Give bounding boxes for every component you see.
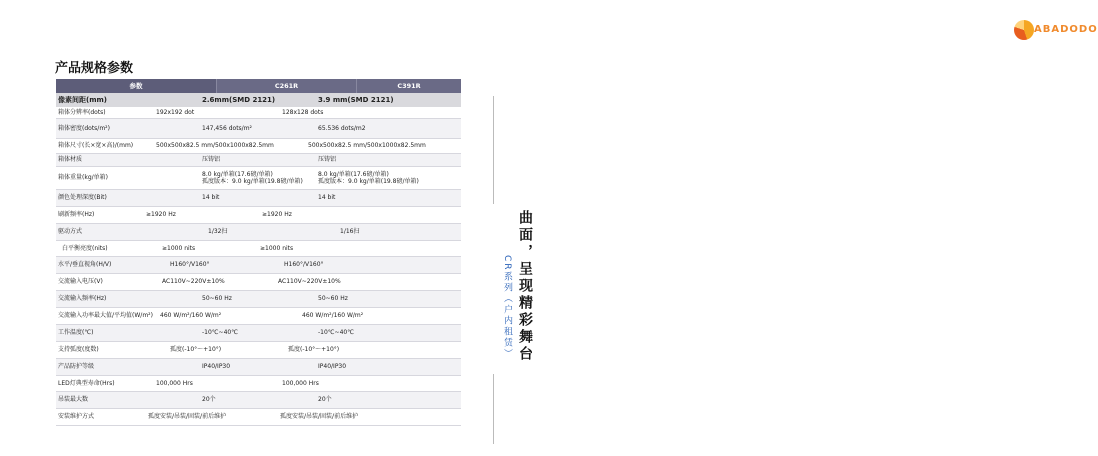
c261r-value: IP40/IP30	[202, 363, 231, 371]
table-row	[56, 274, 461, 291]
c391r-value: H160°/V160°	[284, 261, 324, 269]
c391r-value: 14 bit	[318, 194, 336, 202]
series-vertical: CR系列（户内租赁）	[502, 255, 512, 360]
row-label: 白平衡亮度(nits)	[62, 244, 108, 252]
divider-line-bottom	[493, 374, 494, 444]
table-header	[56, 79, 461, 93]
c261r-value: 192x192 dot	[156, 108, 195, 116]
c391r-value: 128x128 dots	[282, 108, 324, 116]
row-label: 产品防护等级	[58, 363, 95, 371]
c391r-value: 100,000 Hrs	[282, 379, 319, 387]
c261r-value: ≥1000 nits	[162, 244, 196, 252]
c391r-weight: 8.0 kg/单箱(17.6磅/单箱)	[318, 170, 389, 178]
row-label: 吊装最大数	[58, 396, 89, 404]
c261r-value: H160°/V160°	[170, 261, 210, 269]
row-label: 交流输入频率(Hz)	[58, 295, 107, 303]
row-label: 颜色处理深度(Bit)	[58, 194, 107, 202]
pitch-label: 像素间距(mm)	[58, 95, 107, 104]
c261r-value: -10℃~40℃	[202, 329, 238, 337]
c261r-weight-curved: 孤度版本：9.0 kg/单箱(19.8磅/单箱)	[202, 178, 303, 185]
table-row	[56, 224, 461, 241]
c391r-value: 孤度安装/吊装/固装/前后维护	[280, 413, 359, 421]
c391r-value: -10℃~40℃	[318, 329, 354, 337]
c391r-value: 压铸铝	[318, 156, 337, 164]
c261r-value: 20个	[202, 396, 216, 404]
table-row	[56, 291, 461, 308]
pitch-row	[56, 93, 461, 107]
table-row	[56, 207, 461, 224]
c261r-value: 147,456 dots/m²	[202, 124, 252, 132]
row-label: 交流输入功率最大值/平均值(W/m²)	[58, 312, 153, 320]
row-label: 交流输入电压(V)	[58, 278, 103, 286]
row-label: 箱体尺寸(长×宽×高)/(mm)	[58, 142, 134, 150]
table-row	[56, 119, 461, 139]
c261r-value: 孤度(-10°～+10°)	[170, 346, 222, 354]
c391r-value: ≥1920 Hz	[262, 211, 292, 219]
table-row	[56, 167, 461, 190]
row-label: 水平/垂直视角(H/V)	[58, 261, 112, 269]
tagline-vertical: 曲面，呈现精彩舞台	[517, 210, 533, 363]
c261r-value: 100,000 Hrs	[156, 379, 193, 387]
table-row	[56, 342, 461, 359]
c261r-value: ≥1920 Hz	[146, 211, 176, 219]
row-label: 箱体材质	[58, 156, 83, 164]
row-label: 箱体密度(dots/m²)	[58, 124, 110, 132]
pitch-c391r: 3.9 mm(SMD 2121)	[318, 95, 394, 104]
c261r-value: 500x500x82.5 mm/500x1000x82.5mm	[156, 142, 274, 150]
table-row	[56, 139, 461, 154]
c261r-value: 孤度安装/吊装/固装/前后维护	[148, 413, 227, 421]
table-row	[56, 107, 461, 119]
page-title: 产品规格参数	[55, 61, 134, 76]
brand-logo	[506, 10, 1098, 35]
c391r-weight-curved: 孤度版本：9.0 kg/单箱(19.8磅/单箱)	[318, 178, 419, 185]
c391r-value: IP40/IP30	[318, 363, 347, 371]
spec-table	[56, 79, 461, 426]
divider-line-top	[493, 96, 494, 204]
table-row	[56, 409, 461, 426]
c391r-value: 50~60 Hz	[318, 295, 348, 303]
row-label: LED灯典型寿命(Hrs)	[58, 379, 115, 387]
table-row	[56, 241, 461, 257]
table-row	[56, 392, 461, 409]
c391r-value: 460 W/m²/160 W/m²	[302, 312, 364, 320]
c261r-value: 14 bit	[202, 194, 220, 202]
row-label: 安装维护方式	[58, 413, 95, 421]
row-label: 箱体分辨率(dots)	[58, 108, 106, 116]
table-row	[56, 308, 461, 325]
pitch-c261r: 2.6mm(SMD 2121)	[202, 95, 276, 104]
c391r-value: 500x500x82.5 mm/500x1000x82.5mm	[308, 142, 426, 150]
row-label: 工作温度(℃)	[58, 329, 94, 337]
table-row	[56, 257, 461, 274]
c261r-value: 50~60 Hz	[202, 295, 232, 303]
c391r-value: 65.536 dots/m2	[318, 124, 366, 132]
table-row	[56, 325, 461, 342]
header-c391r: C391R	[356, 79, 461, 93]
c261r-value: 1/32扫	[208, 228, 228, 236]
c391r-value: ≥1000 nits	[260, 244, 294, 252]
c261r-value: 压铸铝	[202, 156, 221, 164]
c391r-value: 1/16扫	[340, 228, 360, 236]
table-row	[56, 154, 461, 167]
c391r-value: AC110V~220V±10%	[278, 278, 341, 286]
header-c261r: C261R	[216, 79, 356, 93]
c261r-value: AC110V~220V±10%	[162, 278, 225, 286]
header-param: 参数	[56, 79, 216, 93]
row-label: 支持弧度(度数)	[58, 346, 99, 354]
row-label: 刷新频率(Hz)	[58, 211, 95, 219]
table-row	[56, 359, 461, 376]
c391r-value: 20个	[318, 396, 332, 404]
c261r-value	[202, 167, 303, 189]
table-row	[56, 190, 461, 207]
c391r-value	[318, 167, 419, 189]
c391r-value: 孤度(-10°～+10°)	[288, 346, 340, 354]
row-label: 驱动方式	[58, 228, 83, 236]
c261r-weight: 8.0 kg/单箱(17.6磅/单箱)	[202, 170, 273, 178]
c261r-value: 460 W/m²/160 W/m²	[160, 312, 222, 320]
logo-text: ABADODO	[1034, 24, 1098, 35]
logo-mark-icon	[1014, 20, 1034, 40]
row-label: 箱体重量(kg/单箱)	[58, 174, 108, 182]
table-row	[56, 376, 461, 392]
